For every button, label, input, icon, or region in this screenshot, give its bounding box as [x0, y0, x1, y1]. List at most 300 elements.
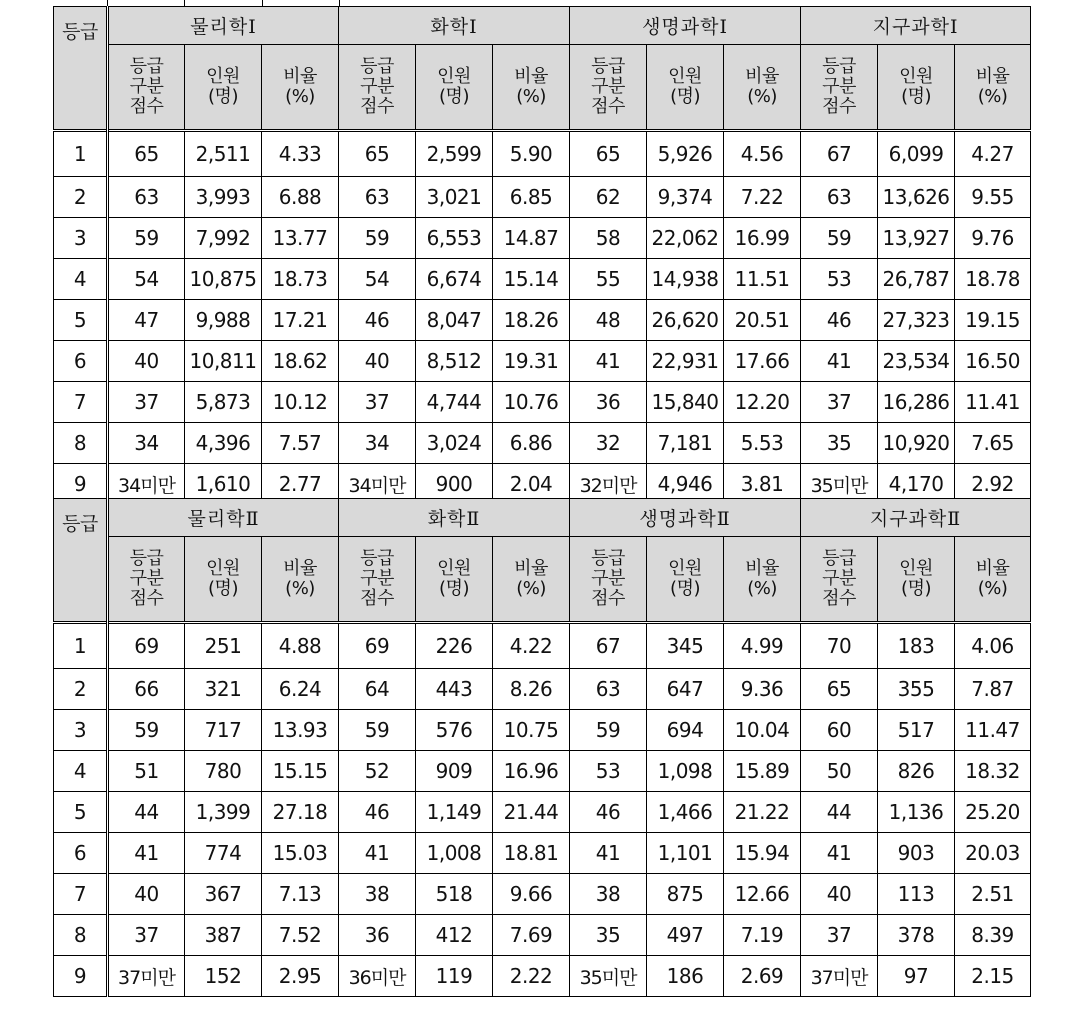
count-subheader-line: (명)	[439, 578, 469, 599]
cutoff-score-cell: 65	[801, 669, 878, 710]
student-count-cell: 1,149	[416, 792, 493, 833]
cutoff-score-cell: 41	[570, 341, 647, 382]
count-subheader	[416, 537, 493, 623]
ratio-cell: 4.27	[955, 131, 1031, 177]
cutoff-score-cell: 69	[108, 623, 185, 669]
cutoff-score-cell: 53	[801, 259, 878, 300]
count-subheader-line: 인원	[437, 66, 471, 87]
cutoff-score-cell: 46	[570, 792, 647, 833]
grade-cell: 8	[54, 423, 108, 464]
score-subheader-line: 구분	[591, 568, 625, 589]
count-subheader-line: 인원	[206, 66, 240, 87]
student-count-cell: 2,511	[185, 131, 262, 177]
student-count-cell: 26,787	[878, 259, 955, 300]
ratio-cell: 10.76	[493, 382, 570, 423]
score-subheader-line: 등급	[591, 56, 625, 77]
cutoff-score-cell: 40	[108, 874, 185, 915]
count-subheader-line: (명)	[901, 86, 932, 107]
ratio-cell: 4.56	[724, 131, 801, 177]
score-subheader-line: 점수	[591, 588, 625, 609]
grade-table-science-1	[53, 6, 1031, 505]
subject-header: 화학Ⅰ	[339, 7, 570, 45]
student-count-cell: 647	[647, 669, 724, 710]
ratio-cell: 7.69	[493, 915, 570, 956]
ratio-cell: 4.22	[493, 623, 570, 669]
ratio-cell: 2.77	[262, 464, 339, 505]
ratio-subheader	[724, 537, 801, 623]
cutoff-score-cell: 34미만	[339, 464, 416, 505]
score-subheader-line: 등급	[360, 56, 394, 77]
subject-header: 생명과학Ⅱ	[570, 499, 801, 537]
student-count-cell: 321	[185, 669, 262, 710]
grade-cell: 1	[54, 131, 108, 177]
cutoff-score-cell: 37	[801, 382, 878, 423]
cutoff-score-cell: 55	[570, 259, 647, 300]
student-count-cell: 97	[878, 956, 955, 997]
grade-cell: 6	[54, 833, 108, 874]
table-row	[54, 915, 1031, 956]
ratio-cell: 17.21	[262, 300, 339, 341]
count-subheader-line: 인원	[899, 558, 933, 579]
cutoff-score-cell: 65	[339, 131, 416, 177]
cutoff-score-cell: 40	[339, 341, 416, 382]
cutoff-score-cell: 70	[801, 623, 878, 669]
student-count-cell: 6,099	[878, 131, 955, 177]
grade-cell: 5	[54, 300, 108, 341]
cutoff-score-cell: 59	[570, 710, 647, 751]
table-row	[54, 669, 1031, 710]
grade-cell: 6	[54, 341, 108, 382]
ratio-cell: 2.92	[955, 464, 1031, 505]
grade-cell: 5	[54, 792, 108, 833]
student-count-cell: 518	[416, 874, 493, 915]
ratio-subheader	[493, 45, 570, 131]
ratio-cell: 18.62	[262, 341, 339, 382]
student-count-cell: 113	[878, 874, 955, 915]
cutoff-score-cell: 35미만	[570, 956, 647, 997]
count-subheader	[878, 537, 955, 623]
ratio-subheader	[493, 537, 570, 623]
grade-column-header: 등급	[54, 499, 108, 623]
count-subheader	[185, 45, 262, 131]
score-subheader-line: 구분	[591, 76, 625, 97]
cutoff-score-cell: 37	[339, 382, 416, 423]
ratio-cell: 7.52	[262, 915, 339, 956]
subject-header: 화학Ⅱ	[339, 499, 570, 537]
score-subheader-line: 점수	[822, 588, 856, 609]
score-subheader-line: 등급	[822, 548, 856, 569]
cutoff-score-cell: 65	[108, 131, 185, 177]
subject-header: 생명과학Ⅰ	[570, 7, 801, 45]
ratio-cell: 4.99	[724, 623, 801, 669]
ratio-cell: 6.24	[262, 669, 339, 710]
cutoff-score-cell: 67	[570, 623, 647, 669]
score-subheader-line: 구분	[822, 76, 856, 97]
cutoff-score-cell: 41	[339, 833, 416, 874]
student-count-cell: 345	[647, 623, 724, 669]
ratio-cell: 20.51	[724, 300, 801, 341]
cutoff-score-cell: 51	[108, 751, 185, 792]
student-count-cell: 903	[878, 833, 955, 874]
score-subheader	[801, 45, 878, 131]
ratio-subheader-line: (%)	[285, 86, 315, 107]
score-subheader	[801, 537, 878, 623]
cutoff-score-cell: 54	[339, 259, 416, 300]
ratio-cell: 7.57	[262, 423, 339, 464]
ratio-cell: 18.81	[493, 833, 570, 874]
score-subheader-line: 구분	[822, 568, 856, 589]
table-row	[54, 259, 1031, 300]
student-count-cell: 5,926	[647, 131, 724, 177]
student-count-cell: 16,286	[878, 382, 955, 423]
table-row	[54, 874, 1031, 915]
cutoff-score-cell: 41	[108, 833, 185, 874]
ratio-cell: 11.47	[955, 710, 1031, 751]
student-count-cell: 2,599	[416, 131, 493, 177]
student-count-cell: 13,927	[878, 218, 955, 259]
score-subheader-line: 등급	[129, 56, 164, 77]
student-count-cell: 10,811	[185, 341, 262, 382]
count-subheader-line: (명)	[439, 86, 469, 107]
ratio-cell: 7.13	[262, 874, 339, 915]
student-count-cell: 8,512	[416, 341, 493, 382]
ratio-cell: 21.22	[724, 792, 801, 833]
ratio-cell: 21.44	[493, 792, 570, 833]
ratio-cell: 7.87	[955, 669, 1031, 710]
student-count-cell: 9,988	[185, 300, 262, 341]
student-count-cell: 10,920	[878, 423, 955, 464]
student-count-cell: 826	[878, 751, 955, 792]
ratio-subheader-line: (%)	[747, 578, 777, 599]
ratio-cell: 16.99	[724, 218, 801, 259]
cutoff-score-cell: 48	[570, 300, 647, 341]
ratio-subheader-line: 비율	[514, 558, 548, 579]
count-subheader	[185, 537, 262, 623]
ratio-cell: 15.94	[724, 833, 801, 874]
student-count-cell: 226	[416, 623, 493, 669]
cutoff-score-cell: 38	[570, 874, 647, 915]
ratio-cell: 16.96	[493, 751, 570, 792]
grade-cell: 1	[54, 623, 108, 669]
cutoff-score-cell: 59	[801, 218, 878, 259]
count-subheader-line: (명)	[208, 578, 238, 599]
count-subheader-line: (명)	[670, 86, 700, 107]
cutoff-score-cell: 38	[339, 874, 416, 915]
table-row	[54, 956, 1031, 997]
student-count-cell: 443	[416, 669, 493, 710]
student-count-cell: 6,674	[416, 259, 493, 300]
student-count-cell: 10,875	[185, 259, 262, 300]
cutoff-score-cell: 46	[339, 792, 416, 833]
ratio-cell: 2.15	[955, 956, 1031, 997]
student-count-cell: 355	[878, 669, 955, 710]
cutoff-score-cell: 37	[801, 915, 878, 956]
ratio-subheader-line: 비율	[745, 66, 779, 87]
ratio-subheader-line: (%)	[747, 86, 777, 107]
score-subheader-line: 점수	[822, 96, 856, 117]
student-count-cell: 4,170	[878, 464, 955, 505]
student-count-cell: 4,396	[185, 423, 262, 464]
cutoff-score-cell: 66	[108, 669, 185, 710]
cutoff-score-cell: 34	[339, 423, 416, 464]
ratio-cell: 17.66	[724, 341, 801, 382]
score-subheader	[339, 537, 416, 623]
count-subheader-line: (명)	[670, 578, 700, 599]
cutoff-score-cell: 69	[339, 623, 416, 669]
cutoff-score-cell: 35	[570, 915, 647, 956]
cutoff-score-cell: 44	[801, 792, 878, 833]
student-count-cell: 26,620	[647, 300, 724, 341]
table-row	[54, 177, 1031, 218]
ratio-cell: 11.51	[724, 259, 801, 300]
ratio-cell: 16.50	[955, 341, 1031, 382]
score-subheader	[108, 45, 185, 131]
cutoff-score-cell: 35	[801, 423, 878, 464]
student-count-cell: 3,993	[185, 177, 262, 218]
student-count-cell: 9,374	[647, 177, 724, 218]
student-count-cell: 1,399	[185, 792, 262, 833]
ratio-cell: 18.73	[262, 259, 339, 300]
score-subheader-line: 등급	[129, 548, 164, 569]
count-subheader-line: 인원	[437, 558, 471, 579]
student-count-cell: 8,047	[416, 300, 493, 341]
ratio-cell: 3.81	[724, 464, 801, 505]
ratio-cell: 4.06	[955, 623, 1031, 669]
cutoff-score-cell: 54	[108, 259, 185, 300]
score-subheader-line: 점수	[360, 96, 394, 117]
score-subheader-line: 점수	[591, 96, 625, 117]
count-subheader	[878, 45, 955, 131]
cutoff-score-cell: 53	[570, 751, 647, 792]
student-count-cell: 909	[416, 751, 493, 792]
cutoff-score-cell: 41	[570, 833, 647, 874]
grade-cell: 8	[54, 915, 108, 956]
ratio-cell: 6.86	[493, 423, 570, 464]
ratio-cell: 4.33	[262, 131, 339, 177]
ratio-cell: 14.87	[493, 218, 570, 259]
cutoff-score-cell: 40	[801, 874, 878, 915]
cutoff-score-cell: 62	[570, 177, 647, 218]
student-count-cell: 780	[185, 751, 262, 792]
ratio-cell: 9.66	[493, 874, 570, 915]
cutoff-score-cell: 64	[339, 669, 416, 710]
cutoff-score-cell: 59	[339, 218, 416, 259]
ratio-cell: 8.39	[955, 915, 1031, 956]
ratio-cell: 2.51	[955, 874, 1031, 915]
cutoff-score-cell: 63	[339, 177, 416, 218]
grade-cell: 2	[54, 177, 108, 218]
score-subheader	[570, 45, 647, 131]
count-subheader-line: 인원	[668, 66, 702, 87]
student-count-cell: 1,008	[416, 833, 493, 874]
cutoff-score-cell: 37미만	[108, 956, 185, 997]
ratio-subheader	[724, 45, 801, 131]
cutoff-score-cell: 67	[801, 131, 878, 177]
student-count-cell: 900	[416, 464, 493, 505]
student-count-cell: 774	[185, 833, 262, 874]
cutoff-score-cell: 37미만	[801, 956, 878, 997]
cutoff-score-cell: 50	[801, 751, 878, 792]
ratio-cell: 2.22	[493, 956, 570, 997]
student-count-cell: 14,938	[647, 259, 724, 300]
ratio-cell: 5.53	[724, 423, 801, 464]
table-row	[54, 792, 1031, 833]
student-count-cell: 23,534	[878, 341, 955, 382]
cutoff-score-cell: 40	[108, 341, 185, 382]
ratio-subheader-line: 비율	[514, 66, 548, 87]
ratio-cell: 18.26	[493, 300, 570, 341]
student-count-cell: 119	[416, 956, 493, 997]
ratio-cell: 5.90	[493, 131, 570, 177]
table-row	[54, 710, 1031, 751]
count-subheader	[647, 537, 724, 623]
student-count-cell: 3,024	[416, 423, 493, 464]
score-subheader-line: 점수	[129, 588, 164, 609]
ratio-cell: 11.41	[955, 382, 1031, 423]
cutoff-score-cell: 46	[339, 300, 416, 341]
cutoff-score-cell: 46	[801, 300, 878, 341]
score-subheader	[339, 45, 416, 131]
ratio-cell: 7.65	[955, 423, 1031, 464]
student-count-cell: 5,873	[185, 382, 262, 423]
ratio-cell: 12.20	[724, 382, 801, 423]
count-subheader-line: 인원	[206, 558, 240, 579]
student-count-cell: 1,101	[647, 833, 724, 874]
student-count-cell: 576	[416, 710, 493, 751]
ratio-cell: 8.26	[493, 669, 570, 710]
table-row	[54, 751, 1031, 792]
cutoff-score-cell: 65	[570, 131, 647, 177]
ratio-cell: 7.19	[724, 915, 801, 956]
grade-table-science-2	[53, 498, 1031, 997]
table-row	[54, 218, 1031, 259]
ratio-cell: 13.77	[262, 218, 339, 259]
student-count-cell: 694	[647, 710, 724, 751]
student-count-cell: 27,323	[878, 300, 955, 341]
ratio-cell: 10.75	[493, 710, 570, 751]
cutoff-score-cell: 59	[108, 218, 185, 259]
score-subheader-line: 등급	[822, 56, 856, 77]
student-count-cell: 15,840	[647, 382, 724, 423]
cutoff-score-cell: 37	[108, 915, 185, 956]
cutoff-score-cell: 63	[108, 177, 185, 218]
cutoff-score-cell: 59	[339, 710, 416, 751]
cutoff-score-cell: 36미만	[339, 956, 416, 997]
score-subheader-line: 점수	[129, 96, 164, 117]
student-count-cell: 387	[185, 915, 262, 956]
cutoff-score-cell: 34미만	[108, 464, 185, 505]
student-count-cell: 412	[416, 915, 493, 956]
subject-header: 물리학Ⅱ	[108, 499, 339, 537]
score-subheader-line: 점수	[360, 588, 394, 609]
ratio-cell: 10.12	[262, 382, 339, 423]
ratio-cell: 9.55	[955, 177, 1031, 218]
ratio-cell: 13.93	[262, 710, 339, 751]
cutoff-score-cell: 36	[570, 382, 647, 423]
student-count-cell: 367	[185, 874, 262, 915]
ratio-cell: 15.15	[262, 751, 339, 792]
student-count-cell: 251	[185, 623, 262, 669]
subject-header: 지구과학Ⅱ	[801, 499, 1031, 537]
cutoff-score-cell: 36	[339, 915, 416, 956]
student-count-cell: 1,610	[185, 464, 262, 505]
ratio-cell: 15.14	[493, 259, 570, 300]
subject-header: 지구과학Ⅰ	[801, 7, 1031, 45]
ratio-cell: 25.20	[955, 792, 1031, 833]
ratio-cell: 7.22	[724, 177, 801, 218]
ratio-cell: 6.88	[262, 177, 339, 218]
ratio-cell: 18.78	[955, 259, 1031, 300]
ratio-cell: 6.85	[493, 177, 570, 218]
student-count-cell: 6,553	[416, 218, 493, 259]
ratio-subheader-line: (%)	[285, 578, 315, 599]
ratio-subheader	[262, 45, 339, 131]
ratio-subheader	[955, 537, 1031, 623]
student-count-cell: 1,136	[878, 792, 955, 833]
ratio-cell: 20.03	[955, 833, 1031, 874]
cutoff-score-cell: 32미만	[570, 464, 647, 505]
cutoff-score-cell: 32	[570, 423, 647, 464]
ratio-cell: 10.04	[724, 710, 801, 751]
count-subheader	[416, 45, 493, 131]
ratio-cell: 9.36	[724, 669, 801, 710]
grade-cell: 7	[54, 382, 108, 423]
ratio-cell: 15.03	[262, 833, 339, 874]
ratio-cell: 18.32	[955, 751, 1031, 792]
grade-cell: 3	[54, 218, 108, 259]
cutoff-score-cell: 35미만	[801, 464, 878, 505]
ratio-cell: 19.31	[493, 341, 570, 382]
cutoff-score-cell: 59	[108, 710, 185, 751]
cutoff-score-cell: 58	[570, 218, 647, 259]
grade-cell: 4	[54, 751, 108, 792]
ratio-cell: 19.15	[955, 300, 1031, 341]
cutoff-score-cell: 37	[108, 382, 185, 423]
score-subheader-line: 구분	[129, 568, 164, 589]
student-count-cell: 22,931	[647, 341, 724, 382]
cutoff-score-cell: 41	[801, 833, 878, 874]
ratio-cell: 2.69	[724, 956, 801, 997]
ratio-subheader-line: 비율	[975, 558, 1010, 579]
ratio-cell: 15.89	[724, 751, 801, 792]
score-subheader-line: 등급	[591, 548, 625, 569]
cutoff-score-cell: 63	[801, 177, 878, 218]
ratio-subheader-line: (%)	[977, 578, 1008, 599]
score-subheader-line: 구분	[129, 76, 164, 97]
cutoff-score-cell: 44	[108, 792, 185, 833]
ratio-cell: 27.18	[262, 792, 339, 833]
ratio-subheader-line: 비율	[745, 558, 779, 579]
table-row	[54, 341, 1031, 382]
ratio-cell: 9.76	[955, 218, 1031, 259]
ratio-subheader-line: (%)	[977, 86, 1008, 107]
student-count-cell: 152	[185, 956, 262, 997]
ratio-subheader-line: 비율	[975, 66, 1010, 87]
grade-cell: 9	[54, 956, 108, 997]
student-count-cell: 22,062	[647, 218, 724, 259]
student-count-cell: 7,181	[647, 423, 724, 464]
table-row	[54, 623, 1031, 669]
student-count-cell: 517	[878, 710, 955, 751]
cutoff-score-cell: 60	[801, 710, 878, 751]
student-count-cell: 1,098	[647, 751, 724, 792]
cutoff-score-cell: 41	[801, 341, 878, 382]
table-row	[54, 300, 1031, 341]
student-count-cell: 186	[647, 956, 724, 997]
student-count-cell: 1,466	[647, 792, 724, 833]
ratio-subheader-line: (%)	[516, 578, 546, 599]
count-subheader-line: 인원	[899, 66, 933, 87]
